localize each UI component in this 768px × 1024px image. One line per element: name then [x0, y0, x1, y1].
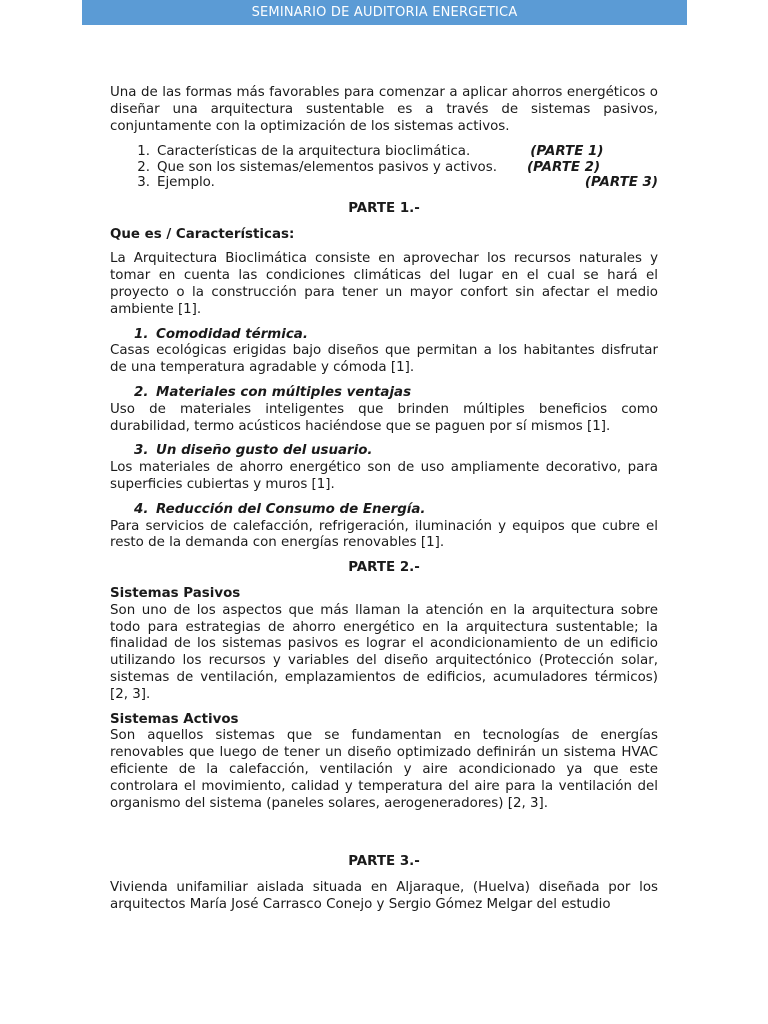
feature-item-heading: [134, 443, 658, 460]
feature-item-number: 4.: [134, 501, 149, 517]
toc-part-label: (PARTE 3): [584, 175, 658, 191]
feature-item-number: 2.: [134, 385, 149, 401]
feature-item-title: Comodidad térmica.: [156, 326, 308, 342]
parte2-heading: PARTE 2.-: [348, 560, 420, 576]
feature-item-number: 1.: [134, 326, 149, 342]
activos-text: Son aquellos sistemas que se fundamentan en tecnologías de energías renovables que luego de tener un diseño optimizado definirán un sistema HVAC eficiente de la calefacción, ventilación y aire acondicionado ya que este controlara el movimiento, calidad y temperatura del aire para la ventilación del organismo del sistema (paneles solares, aerogeneradores) [2, 3].: [110, 728, 658, 811]
activos-title: Sistemas Activos: [110, 711, 239, 727]
document-header-bar: [82, 0, 687, 25]
toc-number: 3.: [137, 175, 150, 191]
feature-item-heading: [134, 327, 658, 344]
feature-item-text: Para servicios de calefacción, refrigeración, iluminación y equipos que cubre el resto de la demanda con energías renovables [1].: [110, 518, 658, 551]
toc-part-label: (PARTE 1): [530, 144, 604, 160]
intro-paragraph: Una de las formas más favorables para comenzar a aplicar ahorros energéticos o diseñar una arquitectura sustentable es a través de sistemas pasivos, conjuntamente con la optimización de los sistemas activos.: [110, 85, 658, 134]
toc-item: [110, 175, 658, 191]
parte1-subheading: Que es / Características:: [110, 226, 295, 242]
toc-number: 1.: [137, 144, 150, 160]
feature-item-text: Los materiales de ahorro energético son de uso ampliamente decorativo, para superficies cubiertas y muros [1].: [110, 460, 658, 493]
parte3-heading: PARTE 3.-: [348, 854, 420, 870]
feature-item-text: Uso de materiales inteligentes que brinden múltiples beneficios como durabilidad, termo acústicos haciéndose que se paguen por sí mismos [1].: [110, 401, 658, 434]
header-title: SEMINARIO DE AUDITORIA ENERGETICA: [251, 5, 518, 20]
toc-number: 2.: [137, 159, 150, 175]
toc-item: [110, 144, 658, 160]
toc-text: Que son los sistemas/elementos pasivos y activos.: [157, 159, 497, 175]
toc-part-label: (PARTE 2): [526, 159, 601, 175]
parte1-heading: PARTE 1.-: [348, 200, 420, 216]
parte1-definition: La Arquitectura Bioclimática consiste en aprovechar los recursos naturales y tomar en cuenta las condiciones climáticas del lugar en el cual se hará el proyecto o la construcción para tener un mayor confort sin afectar el medio ambiente [1].: [110, 251, 658, 317]
feature-item-text: Casas ecológicas erigidas bajo diseños que permitan a los habitantes disfrutar de una temperatura agradable y cómoda [1].: [110, 343, 658, 376]
feature-item-title: Materiales con múltiples ventajas: [156, 385, 412, 401]
feature-item-title: Un diseño gusto del usuario.: [156, 443, 373, 459]
feature-item-heading: [134, 385, 658, 402]
table-of-contents: [110, 144, 658, 191]
pasivos-text: Son uno de los aspectos que más llaman la atención en la arquitectura sobre todo para estrategias de ahorro energético en la arquitectura sustentable; la finalidad de los sistemas pasivos es lograr el acondicionamiento de un edificio utilizando los recursos y variables del diseño arquitectónico (Protección solar, sistemas de ventilación, emplazamientos de edificios, acumuladores térmicos) [2, 3].: [110, 602, 658, 702]
pasivos-title: Sistemas Pasivos: [110, 586, 241, 602]
parte3-text: Vivienda unifamiliar aislada situada en Aljaraque, (Huelva) diseñada por los arquitectos María José Carrasco Conejo y Sergio Gómez Melgar del estudio: [110, 880, 658, 912]
feature-item-title: Reducción del Consumo de Energía.: [156, 501, 426, 517]
feature-item-number: 3.: [134, 443, 149, 459]
toc-item: [110, 160, 658, 176]
toc-text: Ejemplo.: [157, 175, 215, 191]
toc-text: Características de la arquitectura bioclimática.: [157, 144, 471, 160]
document-body: [110, 85, 658, 922]
feature-item-heading: [134, 502, 658, 519]
